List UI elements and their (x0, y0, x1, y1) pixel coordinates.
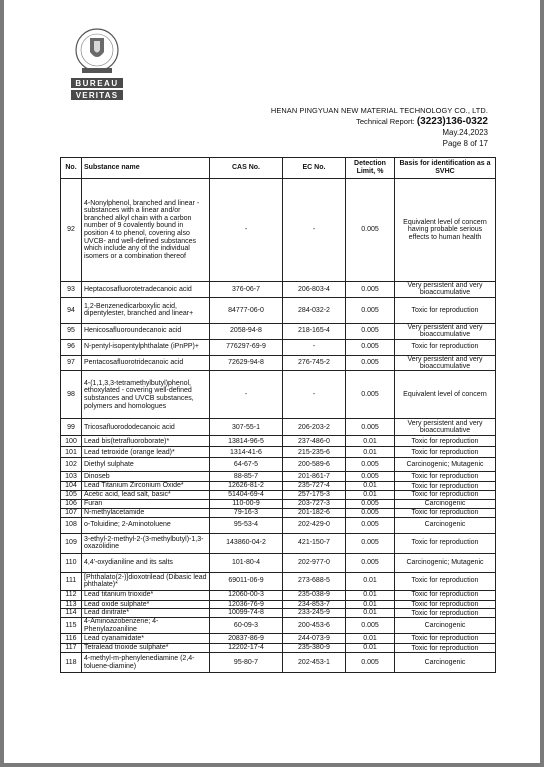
detection-limit: 0.005 (346, 508, 395, 517)
ec-number: 237-486-0 (283, 436, 346, 447)
row-number: 93 (61, 282, 82, 298)
svhc-basis: Equivalent level of concern having probable serious effects to human health (395, 179, 496, 282)
svhc-basis: Toxic for reproduction (395, 644, 496, 653)
substance-name: 1,2-Benzenedicarboxylic acid, dipentylester, branched and linear+ (82, 297, 210, 323)
row-number: 96 (61, 339, 82, 355)
row-number: 95 (61, 323, 82, 339)
row-number: 100 (61, 436, 82, 447)
row-number: 106 (61, 499, 82, 508)
detection-limit: 0.005 (346, 179, 395, 282)
substance-name: 4-methyl-m-phenylenediamine (2,4-toluene-diamine) (82, 653, 210, 673)
detection-limit: 0.01 (346, 482, 395, 491)
row-number: 110 (61, 553, 82, 572)
svg-text:VERITAS: VERITAS (75, 91, 119, 100)
row-number: 104 (61, 482, 82, 491)
report-label: Technical Report: (356, 117, 415, 126)
ec-number: 201-861-7 (283, 472, 346, 482)
cas-number: 51404-69-4 (210, 491, 283, 500)
table-row (61, 482, 496, 491)
cas-number: 72629-94-8 (210, 355, 283, 371)
ec-number: 200-453-6 (283, 618, 346, 634)
table-row (61, 499, 496, 508)
table-row (61, 508, 496, 517)
svhc-basis: Toxic for reproduction (395, 609, 496, 618)
ec-number: 244-073-9 (283, 634, 346, 644)
svhc-basis: Very persistent and very bioaccumulative (395, 419, 496, 436)
substance-name: Tricosafluorododecanoic acid (82, 419, 210, 436)
cas-number: 1314-41-6 (210, 447, 283, 458)
row-number: 113 (61, 600, 82, 609)
row-number: 107 (61, 508, 82, 517)
cas-number: 10099-74-8 (210, 609, 283, 618)
substance-name: 4-Aminoazobenzene; 4-Phenylazoaniline (82, 618, 210, 634)
ec-number: 215-235-6 (283, 447, 346, 458)
row-number: 118 (61, 653, 82, 673)
substance-name: N-pentyl-isopentylphthalate (iPnPP)+ (82, 339, 210, 355)
cas-number: 376-06-7 (210, 282, 283, 298)
svhc-basis: Toxic for reproduction (395, 436, 496, 447)
col-header-substance: Substance name (82, 158, 210, 179)
row-number: 103 (61, 472, 82, 482)
cas-number: 2058-94-8 (210, 323, 283, 339)
col-header-cas: CAS No. (210, 158, 283, 179)
substance-name: Furan (82, 499, 210, 508)
row-number: 105 (61, 491, 82, 500)
cas-number: 12060-00-3 (210, 590, 283, 600)
table-row (61, 572, 496, 590)
document-page (4, 0, 540, 763)
substance-name: Lead dinitrate* (82, 609, 210, 618)
substance-name: Lead bis(tetrafluoroborate)* (82, 436, 210, 447)
detection-limit: 0.005 (346, 533, 395, 553)
svhc-basis: Carcinogenic; Mutagenic (395, 553, 496, 572)
detection-limit: 0.005 (346, 297, 395, 323)
svhc-basis: Toxic for reproduction (395, 339, 496, 355)
row-number: 94 (61, 297, 82, 323)
ec-number: 218-165-4 (283, 323, 346, 339)
substance-name: o-Toluidine; 2-Aminotoluene (82, 517, 210, 533)
ec-number: 233-245-9 (283, 609, 346, 618)
table-row (61, 282, 496, 298)
row-number: 98 (61, 371, 82, 419)
table-row (61, 472, 496, 482)
ec-number: - (283, 179, 346, 282)
table-row (61, 355, 496, 371)
cas-number: 95-80-7 (210, 653, 283, 673)
detection-limit: 0.01 (346, 634, 395, 644)
table-row (61, 644, 496, 653)
detection-limit: 0.005 (346, 472, 395, 482)
row-number: 117 (61, 644, 82, 653)
table-row (61, 297, 496, 323)
ec-number: 257-175-3 (283, 491, 346, 500)
ec-number: - (283, 371, 346, 419)
substance-name: Diethyl sulphate (82, 458, 210, 472)
cas-number: 13814-96-5 (210, 436, 283, 447)
ec-number: 235-380-9 (283, 644, 346, 653)
cas-number: 60-09-3 (210, 618, 283, 634)
svhc-basis: Toxic for reproduction (395, 590, 496, 600)
substance-name: 4,4'-oxydianiline and its salts (82, 553, 210, 572)
substance-name: 4-Nonylphenol, branched and linear - substances with a linear and/or branched alkyl chain with a carbon number of 9 covalently bound in position 4 to phenol, covering also UVCB- and well-defined substances which include any of the individual isomers or a combination thereof (82, 179, 210, 282)
substance-name: Lead Titanium Zirconium Oxide* (82, 482, 210, 491)
svhc-basis: Toxic for reproduction (395, 491, 496, 500)
table-row (61, 553, 496, 572)
row-number: 101 (61, 447, 82, 458)
col-header-limit: Detection Limit, % (346, 158, 395, 179)
svhc-basis: Carcinogenic (395, 653, 496, 673)
ec-number: 273-688-5 (283, 572, 346, 590)
table-row (61, 371, 496, 419)
svhc-basis: Toxic for reproduction (395, 508, 496, 517)
substance-name: Lead oxide sulphate* (82, 600, 210, 609)
col-header-ec: EC No. (283, 158, 346, 179)
detection-limit: 0.005 (346, 339, 395, 355)
table-row (61, 458, 496, 472)
ec-number: 206-203-2 (283, 419, 346, 436)
detection-limit: 0.005 (346, 517, 395, 533)
cas-number: 84777-06-0 (210, 297, 283, 323)
report-date: May.24,2023 (442, 128, 488, 137)
table-body (61, 179, 496, 673)
table-row (61, 491, 496, 500)
substance-name: Lead cyanamidate* (82, 634, 210, 644)
report-number: (3223)136-0322 (416, 116, 488, 127)
svhc-basis: Toxic for reproduction (395, 447, 496, 458)
substance-name: Lead titanium trioxide* (82, 590, 210, 600)
svhc-basis: Equivalent level of concern (395, 371, 496, 419)
cas-number: - (210, 179, 283, 282)
row-number: 102 (61, 458, 82, 472)
ec-number: 206-803-4 (283, 282, 346, 298)
substance-name: Heptacosafluorotetradecanoic acid (82, 282, 210, 298)
svhc-basis: Toxic for reproduction (395, 297, 496, 323)
svhc-basis: Toxic for reproduction (395, 533, 496, 553)
table-row (61, 600, 496, 609)
row-number: 109 (61, 533, 82, 553)
cas-number: 101-80-4 (210, 553, 283, 572)
ec-number: 200-589-6 (283, 458, 346, 472)
svhc-basis: Very persistent and very bioaccumulative (395, 282, 496, 298)
row-number: 97 (61, 355, 82, 371)
row-number: 114 (61, 609, 82, 618)
cas-number: 79-16-3 (210, 508, 283, 517)
ec-number: 421-150-7 (283, 533, 346, 553)
row-number: 112 (61, 590, 82, 600)
svhc-basis: Carcinogenic; Mutagenic (395, 458, 496, 472)
table-row (61, 419, 496, 436)
ec-number: 201-182-6 (283, 508, 346, 517)
svhc-basis: Carcinogenic (395, 499, 496, 508)
detection-limit: 0.01 (346, 447, 395, 458)
ec-number: 202-453-1 (283, 653, 346, 673)
detection-limit: 0.005 (346, 553, 395, 572)
substance-name: N-methylacetamide (82, 508, 210, 517)
table-row (61, 339, 496, 355)
substance-name: Acetic acid, lead salt, basic* (82, 491, 210, 500)
cas-number: - (210, 371, 283, 419)
ec-number: 235-727-4 (283, 482, 346, 491)
svhc-basis: Toxic for reproduction (395, 472, 496, 482)
detection-limit: 0.01 (346, 644, 395, 653)
table-row (61, 590, 496, 600)
row-number: 92 (61, 179, 82, 282)
table-row (61, 179, 496, 282)
table-header-row (61, 158, 496, 179)
cas-number: 12202-17-4 (210, 644, 283, 653)
page-number: Page 8 of 17 (442, 139, 488, 148)
cas-number: 776297-69-9 (210, 339, 283, 355)
detection-limit: 0.005 (346, 323, 395, 339)
table-row (61, 653, 496, 673)
col-header-no: No. (61, 158, 82, 179)
cas-number: 69011-06-9 (210, 572, 283, 590)
svhc-basis: Toxic for reproduction (395, 482, 496, 491)
detection-limit: 0.01 (346, 436, 395, 447)
substance-name: [Phthalato(2-)]dioxotrilead (Dibasic lead phthalate)* (82, 572, 210, 590)
substance-name: Tetralead trioxide sulphate* (82, 644, 210, 653)
company-name: HENAN PINGYUAN NEW MATERIAL TECHNOLOGY CO., LTD. (270, 106, 488, 115)
ec-number: 276-745-2 (283, 355, 346, 371)
ec-number: 202-977-0 (283, 553, 346, 572)
detection-limit: 0.01 (346, 600, 395, 609)
report-number-line (356, 116, 488, 127)
detection-limit: 0.005 (346, 618, 395, 634)
table-row (61, 447, 496, 458)
cas-number: 64-67-5 (210, 458, 283, 472)
substance-name: 4-(1,1,3,3-tetramethylbutyl)phenol, ethoxylated - covering well-defined substances and UVCB substances, polymers and homologues (82, 371, 210, 419)
svhc-basis: Toxic for reproduction (395, 600, 496, 609)
row-number: 108 (61, 517, 82, 533)
detection-limit: 0.01 (346, 609, 395, 618)
svhc-basis: Very persistent and very bioaccumulative (395, 355, 496, 371)
table-row (61, 533, 496, 553)
cas-number: 95-53-4 (210, 517, 283, 533)
ec-number: 203-727-3 (283, 499, 346, 508)
table-row (61, 609, 496, 618)
table-row (61, 618, 496, 634)
detection-limit: 0.005 (346, 282, 395, 298)
cas-number: 143860-04-2 (210, 533, 283, 553)
table-row (61, 436, 496, 447)
cas-number: 307-55-1 (210, 419, 283, 436)
substance-name: Pentacosafluorotridecanoic acid (82, 355, 210, 371)
svhc-basis: Carcinogenic (395, 618, 496, 634)
cas-number: 20837-86-9 (210, 634, 283, 644)
svhc-basis: Toxic for reproduction (395, 634, 496, 644)
detection-limit: 0.005 (346, 371, 395, 419)
table-row (61, 323, 496, 339)
bureau-veritas-logo (68, 26, 126, 106)
substance-name: 3-ethyl-2-methyl-2-(3-methylbutyl)-1,3-oxazolidine (82, 533, 210, 553)
col-header-basis: Basis for identification as a SVHC (395, 158, 496, 179)
detection-limit: 0.005 (346, 653, 395, 673)
detection-limit: 0.01 (346, 590, 395, 600)
row-number: 116 (61, 634, 82, 644)
ec-number: - (283, 339, 346, 355)
detection-limit: 0.005 (346, 458, 395, 472)
svhc-basis: Carcinogenic (395, 517, 496, 533)
detection-limit: 0.01 (346, 572, 395, 590)
ec-number: 235-038-9 (283, 590, 346, 600)
ec-number: 202-429-0 (283, 517, 346, 533)
row-number: 115 (61, 618, 82, 634)
svg-text:BUREAU: BUREAU (75, 79, 119, 88)
ec-number: 234-853-7 (283, 600, 346, 609)
cas-number: 88-85-7 (210, 472, 283, 482)
detection-limit: 0.005 (346, 419, 395, 436)
svhc-basis: Toxic for reproduction (395, 572, 496, 590)
cas-number: 12626-81-2 (210, 482, 283, 491)
detection-limit: 0.01 (346, 491, 395, 500)
row-number: 111 (61, 572, 82, 590)
svhc-basis: Very persistent and very bioaccumulative (395, 323, 496, 339)
substance-name: Dinoseb (82, 472, 210, 482)
cas-number: 110-00-9 (210, 499, 283, 508)
ec-number: 284-032-2 (283, 297, 346, 323)
detection-limit: 0.005 (346, 355, 395, 371)
detection-limit: 0.005 (346, 499, 395, 508)
svhc-table (60, 157, 496, 673)
table-row (61, 517, 496, 533)
substance-name: Henicosafluoroundecanoic acid (82, 323, 210, 339)
row-number: 99 (61, 419, 82, 436)
table-row (61, 634, 496, 644)
cas-number: 12036-76-9 (210, 600, 283, 609)
substance-name: Lead tetroxide (orange lead)* (82, 447, 210, 458)
